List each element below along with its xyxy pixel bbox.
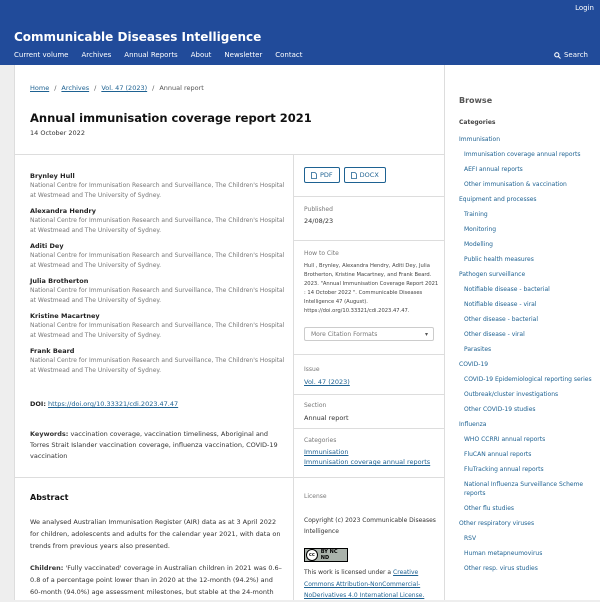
nav-current-volume[interactable]: Current volume [14, 51, 69, 59]
nav-contact[interactable]: Contact [275, 51, 303, 59]
author-affiliation: National Centre for Immunisation Research and Surveillance, The Children's Hospital at Westmead and The University of Sydney. [30, 322, 285, 339]
citation-text: Hull , Brynley, Alexandra Hendry, Aditi Dey, Julia Brotherton, Kristine Macartney, and Frank Beard. 2023. "Annual Immunisation Coverage Report 2021 : 14 October 2022 ". Communicable Diseases Intelligence 47 (August). https://doi.org/10.33321/cdi.2023.47.47. [304, 263, 439, 314]
galley-links [304, 167, 386, 183]
breadcrumb-volume[interactable]: Vol. 47 (2023) [101, 84, 148, 92]
column-divider [293, 154, 294, 600]
main-nav [14, 51, 303, 59]
keywords-label: Keywords: [30, 430, 69, 438]
sidebar-category-item[interactable]: WHO CCRRI annual reports [464, 436, 546, 443]
divider [294, 477, 445, 478]
sidebar-category-item[interactable]: AEFI annual reports [464, 166, 523, 173]
breadcrumb: Home / Archives / Vol. 47 (2023) / Annual report [30, 84, 204, 92]
abstract-children-text: 'Fully vaccinated' coverage in Australian children in 2021 was 0.6–0.8 of a percentage point lower than in 2020 at the 12-month (94.2%) and 60-month (94.0%) age assessment milestones, but stable at the 24-month [30, 564, 282, 596]
sidebar-category-item[interactable]: COVID-19 Epidemiological reporting series [464, 376, 592, 383]
author-name: Kristine Macartney [30, 312, 100, 320]
category-link[interactable]: Immunisation coverage annual reports [304, 458, 431, 466]
license-label: License [304, 493, 327, 500]
breadcrumb-archives[interactable]: Archives [61, 84, 90, 92]
search-label: Search [563, 51, 588, 59]
section-value: Annual report [304, 414, 349, 422]
sidebar-category-item[interactable]: Other immunisation & vaccination [464, 181, 567, 188]
categories-label: Categories [304, 437, 337, 444]
copyright-text: Copyright (c) 2023 Communicable Diseases Intelligence [304, 517, 436, 535]
site-header [0, 0, 600, 65]
nav-archives[interactable]: Archives [81, 51, 112, 59]
divider [294, 240, 445, 241]
author-name: Alexandra Hendry [30, 207, 96, 215]
sidebar-category-item[interactable]: Influenza [459, 421, 487, 428]
author-affiliation: National Centre for Immunisation Research and Surveillance, The Children's Hospital at Westmead and The University of Sydney. [30, 252, 285, 269]
sidebar-category-item[interactable]: Monitoring [464, 226, 497, 233]
nav-annual-reports[interactable]: Annual Reports [124, 51, 178, 59]
cc-by-label: BY NC ND [320, 549, 338, 561]
sidebar-category-item[interactable]: FluTracking annual reports [464, 466, 544, 473]
author-name: Brynley Hull [30, 172, 75, 180]
categories-heading: Categories [459, 119, 496, 126]
document-icon [351, 172, 357, 179]
sidebar-category-item[interactable]: FluCAN annual reports [464, 451, 532, 458]
caret-down-icon: ▾ [424, 331, 428, 338]
sidebar-category-item[interactable]: Public health measures [464, 256, 534, 263]
license-text [304, 567, 439, 602]
sidebar-category-item[interactable]: Notifiable disease - bacterial [464, 286, 550, 293]
doi-label: DOI: [30, 400, 46, 408]
keywords-text: vaccination coverage, vaccination timeliness, Aboriginal and Torres Strait Islander vaccination coverage, influenza vaccination, COVID-19 vaccination [30, 430, 278, 460]
sidebar [445, 65, 600, 600]
divider [294, 196, 445, 197]
sidebar-category-item[interactable]: National Influenza Surveillance Scheme reports [464, 481, 584, 497]
article-date: 14 October 2022 [30, 129, 85, 137]
abstract-children-label: Children: [30, 564, 64, 572]
docx-button[interactable] [344, 167, 386, 183]
creative-commons-icon: cc [306, 549, 318, 561]
sidebar-category-item[interactable]: RSV [464, 535, 477, 542]
author-name: Julia Brotherton [30, 277, 89, 285]
sidebar-category-item[interactable]: Human metapneumovirus [464, 550, 543, 557]
sidebar-category-item[interactable]: Equipment and processes [459, 196, 537, 203]
author-item [30, 172, 285, 207]
author-affiliation: National Centre for Immunisation Research and Surveillance, The Children's Hospital at Westmead and The University of Sydney. [30, 217, 285, 234]
cc-license-badge[interactable] [304, 548, 348, 562]
author-list [30, 172, 285, 382]
nav-about[interactable]: About [190, 51, 212, 59]
author-affiliation: National Centre for Immunisation Research and Surveillance, The Children's Hospital at Westmead and The University of Sydney. [30, 287, 285, 304]
sidebar-category-item[interactable]: COVID-19 [459, 361, 489, 368]
citation-formats-dropdown[interactable] [304, 327, 434, 341]
search-link[interactable] [554, 51, 588, 59]
sidebar-category-item[interactable]: Pathogen surveillance [459, 271, 526, 278]
divider [294, 428, 445, 429]
author-affiliation: National Centre for Immunisation Research and Surveillance, The Children's Hospital at Westmead and The University of Sydney. [30, 182, 285, 199]
author-item [30, 207, 285, 242]
breadcrumb-current: Annual report [159, 84, 204, 92]
document-icon [311, 172, 317, 179]
sidebar-category-item[interactable]: Other disease - viral [464, 331, 525, 338]
sidebar-category-item[interactable]: Immunisation [459, 136, 501, 143]
author-name: Aditi Dey [30, 242, 64, 250]
keywords [30, 429, 285, 462]
divider [15, 477, 293, 478]
sidebar-category-item[interactable]: Other flu studies [464, 505, 515, 512]
category-list [459, 135, 594, 579]
category-link[interactable]: Immunisation [304, 448, 349, 456]
doi-link[interactable]: https://doi.org/10.33321/cdi.2023.47.47 [48, 400, 179, 408]
search-icon [554, 52, 561, 59]
section-label: Section [304, 402, 327, 409]
abstract-heading: Abstract [30, 493, 69, 502]
sidebar-category-item[interactable]: Other disease - bacterial [464, 316, 539, 323]
cite-label: How to Cite [304, 250, 339, 257]
docx-label: DOCX [359, 171, 379, 179]
author-item [30, 312, 285, 347]
published-value: 24/08/23 [304, 217, 334, 225]
sidebar-category-item[interactable]: Other respiratory viruses [459, 520, 535, 527]
sidebar-category-item[interactable]: Other resp. virus studies [464, 565, 538, 572]
author-name: Frank Beard [30, 347, 75, 355]
nav-newsletter[interactable]: Newsletter [224, 51, 263, 59]
abstract-paragraph: We analysed Australian Immunisation Register (AIR) data as at 3 April 2022 for children, adolescents and adults for the calendar year 2021, with data on trends from previous years also presented. [30, 518, 281, 550]
sidebar-category-item[interactable]: Other COVID-19 studies [464, 406, 536, 413]
divider [15, 154, 445, 155]
citation-formats-label: More Citation Formats [311, 331, 378, 338]
author-affiliation: National Centre for Immunisation Research and Surveillance, The Children's Hospital at Westmead and The University of Sydney. [30, 357, 285, 374]
author-item [30, 277, 285, 312]
sidebar-category-item[interactable]: Parasites [464, 346, 492, 353]
sidebar-category-item[interactable]: Notifiable disease - viral [464, 301, 537, 308]
pdf-label: PDF [320, 171, 333, 179]
author-item [30, 347, 285, 382]
pdf-button[interactable] [304, 167, 340, 183]
sidebar-category-item[interactable]: Training [464, 211, 488, 218]
author-item [30, 242, 285, 277]
login-link[interactable]: Login [575, 4, 594, 12]
published-label: Published [304, 206, 333, 213]
sidebar-category-item[interactable]: Modelling [464, 241, 493, 248]
divider [294, 354, 445, 355]
license-prefix: This work is licensed under a [304, 569, 392, 576]
sidebar-category-item[interactable]: Immunisation coverage annual reports [464, 151, 581, 158]
sidebar-category-item[interactable]: Outbreak/cluster investigations [464, 391, 559, 398]
page-title: Annual immunisation coverage report 2021 [30, 111, 312, 125]
abstract-paragraph [30, 562, 285, 598]
breadcrumb-home[interactable]: Home [30, 84, 50, 92]
article-main [14, 65, 445, 600]
issue-label: Issue [304, 366, 320, 373]
browse-heading: Browse [459, 96, 493, 105]
divider [294, 394, 445, 395]
doi [30, 400, 178, 408]
issue-link[interactable]: Vol. 47 (2023) [304, 378, 350, 386]
license-link[interactable]: Creative Commons Attribution-NonCommercial-NoDerivatives 4.0 International License. [304, 569, 425, 599]
site-title[interactable]: Communicable Diseases Intelligence [14, 30, 262, 44]
